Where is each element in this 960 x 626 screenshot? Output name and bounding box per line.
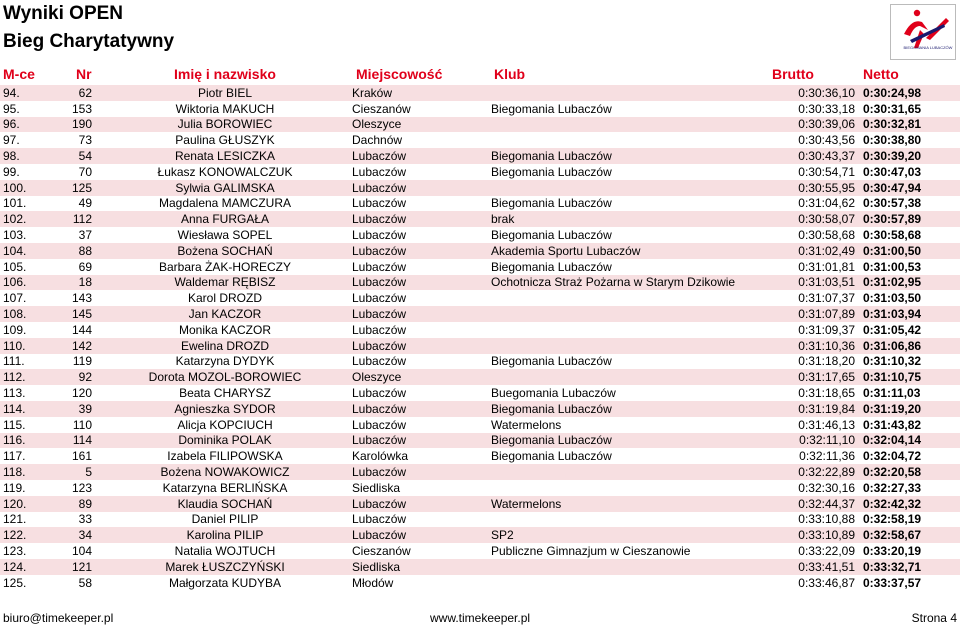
biegomania-logo xyxy=(890,4,956,60)
place-cell: 110. xyxy=(0,338,55,354)
table-row xyxy=(0,196,960,212)
athlete-name-cell: Waldemar RĘBISZ xyxy=(98,275,352,291)
title-bieg-charytatywny: Bieg Charytatywny xyxy=(3,31,175,52)
net-time-cell: 0:31:11,03 xyxy=(863,386,921,401)
place-cell: 116. xyxy=(0,433,55,449)
bib-number-cell: 120 xyxy=(71,386,92,401)
bib-number-cell: 104 xyxy=(71,544,92,558)
gross-time-cell: 0:32:44,37 xyxy=(765,496,861,512)
logo-text: BIEGOMANIA LUBACZÓW xyxy=(903,45,953,50)
place-cell: 106. xyxy=(0,275,55,291)
title-wyniki-open: Wyniki OPEN xyxy=(3,3,124,24)
club-cell xyxy=(491,512,765,528)
col-header-netto: Netto xyxy=(863,66,899,82)
table-row xyxy=(0,338,960,354)
club-cell: Biegomania Lubaczów xyxy=(491,148,765,164)
place-cell: 124. xyxy=(0,559,55,575)
athlete-name-cell: Daniel PILIP xyxy=(191,512,259,527)
gross-time-cell: 0:30:33,18 xyxy=(798,101,855,116)
net-time-cell: 0:30:32,81 xyxy=(861,117,960,133)
club-cell: Biegomania Lubaczów xyxy=(491,228,612,243)
table-row xyxy=(0,559,960,575)
net-time-cell: 0:31:19,20 xyxy=(861,401,960,417)
bib-number-cell: 92 xyxy=(55,369,98,385)
athlete-name-cell: Dorota MOZOL-BOROWIEC xyxy=(98,369,352,385)
bib-number-cell: 58 xyxy=(78,575,92,590)
city-cell: Lubaczów xyxy=(352,527,491,543)
place-cell: 121. xyxy=(3,512,27,527)
table-row xyxy=(0,448,960,464)
club-cell: brak xyxy=(491,211,765,227)
column-header-row xyxy=(0,66,960,84)
club-cell xyxy=(491,322,765,338)
footer-email[interactable]: biuro@timekeeper.pl xyxy=(3,611,114,625)
place-cell: 115. xyxy=(3,417,26,432)
col-header-club: Klub xyxy=(494,66,526,82)
gross-time-cell: 0:31:17,65 xyxy=(765,369,861,385)
bib-number-cell: 54 xyxy=(55,148,98,164)
col-header-brutto: Brutto xyxy=(772,66,814,82)
bib-number-cell: 5 xyxy=(55,464,98,480)
athlete-name-cell: Julia BOROWIEC xyxy=(98,117,352,133)
club-cell: Akademia Sportu Lubaczów xyxy=(491,243,765,259)
city-cell: Oleszyce xyxy=(352,369,491,385)
table-row xyxy=(0,464,960,480)
city-cell: Lubaczów xyxy=(352,211,491,227)
net-time-cell: 0:31:06,86 xyxy=(861,338,960,354)
city-cell: Cieszanów xyxy=(352,544,411,558)
club-cell: Buegomania Lubaczów xyxy=(491,386,616,401)
place-cell: 98. xyxy=(0,148,55,164)
table-row xyxy=(0,164,960,180)
gross-time-cell: 0:32:22,89 xyxy=(765,464,861,480)
city-cell: Lubaczów xyxy=(352,496,491,512)
bib-number-cell: 70 xyxy=(78,164,92,179)
bib-number-cell: 34 xyxy=(55,527,98,543)
city-cell: Kraków xyxy=(352,85,491,101)
city-cell: Lubaczów xyxy=(352,228,407,243)
net-time-cell: 0:32:04,72 xyxy=(863,449,922,464)
bib-number-cell: 119 xyxy=(72,354,92,369)
results-table xyxy=(0,85,960,591)
bib-number-cell: 121 xyxy=(55,559,98,575)
athlete-name-cell: Paulina GŁUSZYK xyxy=(175,133,275,148)
table-row xyxy=(0,132,960,148)
net-time-cell: 0:33:32,71 xyxy=(861,559,960,575)
place-cell: 118. xyxy=(0,464,55,480)
bib-number-cell: 18 xyxy=(55,275,98,291)
athlete-name-cell: Karol DROZD xyxy=(187,291,262,306)
place-cell: 96. xyxy=(0,117,55,133)
city-cell: Oleszyce xyxy=(352,117,491,133)
city-cell: Siedliska xyxy=(352,480,401,495)
place-cell: 104. xyxy=(0,243,55,259)
col-header-nr: Nr xyxy=(76,66,92,82)
club-cell: Biegomania Lubaczów xyxy=(491,354,612,369)
city-cell: Lubaczów xyxy=(352,417,407,432)
club-cell: Biegomania Lubaczów xyxy=(491,449,612,464)
table-row xyxy=(0,259,960,275)
athlete-name-cell: Wiesława SOPEL xyxy=(177,228,273,243)
city-cell: Lubaczów xyxy=(352,338,491,354)
place-cell: 114. xyxy=(0,401,55,417)
table-row xyxy=(0,575,960,591)
bib-number-cell: 112 xyxy=(55,211,98,227)
net-time-cell: 0:30:58,68 xyxy=(863,228,922,243)
net-time-cell: 0:32:04,14 xyxy=(861,433,960,449)
table-row xyxy=(0,290,960,306)
place-cell: 111. xyxy=(3,354,25,369)
gross-time-cell: 0:31:46,13 xyxy=(798,417,855,432)
athlete-name-cell: Klaudia SOCHAŃ xyxy=(98,496,352,512)
net-time-cell: 0:31:03,50 xyxy=(863,291,922,306)
place-cell: 100. xyxy=(0,180,55,196)
city-cell: Lubaczów xyxy=(352,148,491,164)
gross-time-cell: 0:31:18,20 xyxy=(798,354,855,369)
club-cell: Publiczne Gimnazjum w Cieszanowie xyxy=(491,544,691,558)
club-cell: Ochotnicza Straż Pożarna w Starym Dzikowie xyxy=(491,275,765,291)
bib-number-cell: 142 xyxy=(55,338,98,354)
bib-number-cell: 110 xyxy=(72,417,92,432)
col-header-mce: M-ce xyxy=(3,66,35,82)
place-cell: 94. xyxy=(0,85,55,101)
bib-number-cell: 33 xyxy=(78,512,92,527)
club-cell: Biegomania Lubaczów xyxy=(491,401,765,417)
place-cell: 112. xyxy=(0,369,55,385)
place-cell: 119. xyxy=(3,480,26,495)
place-cell: 102. xyxy=(0,211,55,227)
city-cell: Lubaczów xyxy=(352,322,407,337)
place-cell: 107. xyxy=(3,291,27,306)
bib-number-cell: 143 xyxy=(71,291,92,306)
city-cell: Lubaczów xyxy=(352,401,491,417)
place-cell: 125. xyxy=(3,575,27,590)
athlete-name-cell: Izabela FILIPOWSKA xyxy=(167,449,283,464)
place-cell: 117. xyxy=(3,449,26,464)
gross-time-cell: 0:32:30,16 xyxy=(798,480,855,495)
club-cell xyxy=(491,306,765,322)
athlete-name-cell: Bożena NOWAKOWICZ xyxy=(98,464,352,480)
gross-time-cell: 0:31:02,49 xyxy=(765,243,861,259)
net-time-cell: 0:30:24,98 xyxy=(861,85,960,101)
place-cell: 105. xyxy=(3,259,27,274)
net-time-cell: 0:30:57,38 xyxy=(863,196,922,211)
city-cell: Lubaczów xyxy=(352,464,491,480)
table-row xyxy=(0,354,960,370)
net-time-cell: 0:30:39,20 xyxy=(861,148,960,164)
bib-number-cell: 145 xyxy=(55,306,98,322)
net-time-cell: 0:33:37,57 xyxy=(863,575,922,590)
net-time-cell: 0:30:31,65 xyxy=(863,101,922,116)
athlete-name-cell: Jan KACZOR xyxy=(98,306,352,322)
table-row xyxy=(0,243,960,259)
athlete-name-cell: Renata LESICZKA xyxy=(98,148,352,164)
gross-time-cell: 0:31:01,81 xyxy=(798,259,855,274)
place-cell: 97. xyxy=(3,133,20,148)
club-cell: Biegomania Lubaczów xyxy=(491,433,765,449)
gross-time-cell: 0:31:04,62 xyxy=(798,196,855,211)
net-time-cell: 0:31:03,94 xyxy=(861,306,960,322)
footer-website[interactable]: www.timekeeper.pl xyxy=(430,611,531,625)
gross-time-cell: 0:32:11,36 xyxy=(799,449,855,464)
table-row xyxy=(0,85,960,101)
gross-time-cell: 0:33:10,88 xyxy=(798,512,855,527)
place-cell: 122. xyxy=(0,527,55,543)
gross-time-cell: 0:31:19,84 xyxy=(765,401,861,417)
net-time-cell: 0:30:47,03 xyxy=(863,164,922,179)
athlete-name-cell: Natalia WOJTUCH xyxy=(174,544,276,558)
bib-number-cell: 39 xyxy=(55,401,98,417)
net-time-cell: 0:32:58,19 xyxy=(863,512,922,527)
table-row xyxy=(0,322,960,338)
table-row xyxy=(0,527,960,543)
table-row xyxy=(0,117,960,133)
athlete-name-cell: Beata CHARYSZ xyxy=(179,386,271,401)
net-time-cell: 0:30:38,80 xyxy=(863,133,922,148)
net-time-cell: 0:31:00,50 xyxy=(861,243,960,259)
club-cell xyxy=(491,180,765,196)
gross-time-cell: 0:30:36,10 xyxy=(765,85,861,101)
gross-time-cell: 0:30:43,37 xyxy=(765,148,861,164)
club-cell xyxy=(491,575,765,591)
gross-time-cell: 0:33:41,51 xyxy=(765,559,861,575)
city-cell: Lubaczów xyxy=(352,196,407,211)
bib-number-cell: 88 xyxy=(55,243,98,259)
bib-number-cell: 73 xyxy=(78,133,92,148)
club-cell xyxy=(491,338,765,354)
club-cell: SP2 xyxy=(491,527,765,543)
club-cell xyxy=(491,290,765,306)
athlete-name-cell: Piotr BIEL xyxy=(98,85,352,101)
gross-time-cell: 0:30:58,68 xyxy=(798,228,855,243)
bib-number-cell: 144 xyxy=(71,322,92,337)
athlete-name-cell: Dominika POLAK xyxy=(98,433,352,449)
col-header-name: Imię i nazwisko xyxy=(174,66,276,82)
city-cell: Lubaczów xyxy=(352,243,491,259)
gross-time-cell: 0:31:09,37 xyxy=(798,322,855,337)
athlete-name-cell: Wiktoria MAKUCH xyxy=(175,101,275,116)
club-cell xyxy=(491,117,765,133)
gross-time-cell: 0:30:39,06 xyxy=(765,117,861,133)
table-row xyxy=(0,512,960,528)
athlete-name-cell: Bożena SOCHAŃ xyxy=(98,243,352,259)
city-cell: Lubaczów xyxy=(352,386,407,401)
bib-number-cell: 123 xyxy=(71,480,92,495)
club-cell xyxy=(491,480,765,496)
bib-number-cell: 49 xyxy=(78,196,92,211)
club-cell xyxy=(491,132,765,148)
athlete-name-cell: Monika KACZOR xyxy=(178,322,272,337)
city-cell: Lubaczów xyxy=(352,164,407,179)
net-time-cell: 0:32:42,32 xyxy=(861,496,960,512)
net-time-cell: 0:32:58,67 xyxy=(861,527,960,543)
table-row xyxy=(0,180,960,196)
place-cell: 101. xyxy=(3,196,27,211)
athlete-name-cell: Alicja KOPCIUCH xyxy=(177,417,273,432)
net-time-cell: 0:32:27,33 xyxy=(863,480,922,495)
bib-number-cell: 69 xyxy=(78,259,92,274)
club-cell xyxy=(491,464,765,480)
table-row xyxy=(0,480,960,496)
table-row xyxy=(0,543,960,559)
col-header-city: Miejscowość xyxy=(356,66,443,82)
gross-time-cell: 0:31:03,51 xyxy=(765,275,861,291)
athlete-name-cell: Ewelina DROZD xyxy=(98,338,352,354)
table-row xyxy=(0,385,960,401)
bib-number-cell: 161 xyxy=(71,449,92,464)
table-row xyxy=(0,433,960,449)
place-cell: 109. xyxy=(3,322,27,337)
city-cell: Lubaczów xyxy=(352,180,491,196)
place-cell: 103. xyxy=(3,228,27,243)
athlete-name-cell: Małgorzata KUDYBA xyxy=(168,575,282,590)
athlete-name-cell: Marek ŁUSZCZYŃSKI xyxy=(98,559,352,575)
city-cell: Lubaczów xyxy=(352,354,407,369)
bib-number-cell: 62 xyxy=(55,85,98,101)
bib-number-cell: 153 xyxy=(71,101,92,116)
athlete-name-cell: Karolina PILIP xyxy=(98,527,352,543)
net-time-cell: 0:31:10,32 xyxy=(863,354,922,369)
net-time-cell: 0:31:43,82 xyxy=(863,417,922,432)
city-cell: Lubaczów xyxy=(352,259,407,274)
table-row xyxy=(0,211,960,227)
net-time-cell: 0:33:20,19 xyxy=(863,544,922,558)
bib-number-cell: 125 xyxy=(55,180,98,196)
club-cell: Watermelons xyxy=(491,417,562,432)
table-row xyxy=(0,275,960,291)
net-time-cell: 0:31:00,53 xyxy=(863,259,922,274)
table-row xyxy=(0,401,960,417)
table-row xyxy=(0,148,960,164)
bib-number-cell: 190 xyxy=(55,117,98,133)
gross-time-cell: 0:31:07,37 xyxy=(798,291,855,306)
gross-time-cell: 0:30:55,95 xyxy=(765,180,861,196)
bib-number-cell: 37 xyxy=(78,228,92,243)
athlete-name-cell: Barbara ŻAK-HORECZY xyxy=(158,259,292,274)
city-cell: Młodów xyxy=(352,575,394,590)
bib-number-cell: 89 xyxy=(55,496,98,512)
city-cell: Lubaczów xyxy=(352,512,407,527)
club-cell xyxy=(491,559,765,575)
city-cell: Siedliska xyxy=(352,559,491,575)
club-cell: Watermelons xyxy=(491,496,765,512)
city-cell: Lubaczów xyxy=(352,291,407,306)
gross-time-cell: 0:31:18,65 xyxy=(798,386,855,401)
footer-page-number: Strona 4 xyxy=(911,611,957,625)
athlete-name-cell: Agnieszka SYDOR xyxy=(98,401,352,417)
place-cell: 99. xyxy=(3,164,20,179)
gross-time-cell: 0:32:11,10 xyxy=(765,433,861,449)
net-time-cell: 0:30:57,89 xyxy=(861,211,960,227)
city-cell: Lubaczów xyxy=(352,433,491,449)
net-time-cell: 0:31:10,75 xyxy=(861,369,960,385)
bib-number-cell: 114 xyxy=(55,433,98,449)
gross-time-cell: 0:31:07,89 xyxy=(765,306,861,322)
athlete-name-cell: Łukasz KONOWALCZUK xyxy=(157,164,293,179)
gross-time-cell: 0:31:10,36 xyxy=(765,338,861,354)
city-cell: Lubaczów xyxy=(352,275,491,291)
table-row xyxy=(0,306,960,322)
club-cell xyxy=(491,85,765,101)
net-time-cell: 0:32:20,58 xyxy=(861,464,960,480)
net-time-cell: 0:31:02,95 xyxy=(861,275,960,291)
gross-time-cell: 0:33:22,09 xyxy=(798,544,855,558)
club-cell: Biegomania Lubaczów xyxy=(491,259,612,274)
city-cell: Lubaczów xyxy=(352,306,491,322)
athlete-name-cell: Katarzyna BERLIŃSKA xyxy=(162,480,288,495)
place-cell: 113. xyxy=(3,386,26,401)
table-row xyxy=(0,227,960,243)
place-cell: 95. xyxy=(3,101,20,116)
place-cell: 108. xyxy=(0,306,55,322)
gross-time-cell: 0:30:58,07 xyxy=(765,211,861,227)
club-cell: Biegomania Lubaczów xyxy=(491,164,612,179)
athlete-name-cell: Magdalena MAMCZURA xyxy=(158,196,292,211)
gross-time-cell: 0:33:10,89 xyxy=(765,527,861,543)
net-time-cell: 0:31:05,42 xyxy=(863,322,922,337)
table-row xyxy=(0,417,960,433)
gross-time-cell: 0:30:54,71 xyxy=(798,164,855,179)
gross-time-cell: 0:33:46,87 xyxy=(798,575,855,590)
table-row xyxy=(0,369,960,385)
place-cell: 120. xyxy=(0,496,55,512)
club-cell: Biegomania Lubaczów xyxy=(491,196,612,211)
athlete-name-cell: Katarzyna DYDYK xyxy=(175,354,275,369)
results-body xyxy=(0,85,960,591)
club-cell xyxy=(491,369,765,385)
gross-time-cell: 0:30:43,56 xyxy=(798,133,855,148)
athlete-name-cell: Anna FURGAŁA xyxy=(98,211,352,227)
table-row xyxy=(0,101,960,117)
city-cell: Cieszanów xyxy=(352,101,411,116)
table-row xyxy=(0,496,960,512)
athlete-name-cell: Sylwia GALIMSKA xyxy=(98,180,352,196)
club-cell: Biegomania Lubaczów xyxy=(491,101,612,116)
city-cell: Dachnów xyxy=(352,133,403,148)
net-time-cell: 0:30:47,94 xyxy=(861,180,960,196)
place-cell: 123. xyxy=(3,544,27,558)
city-cell: Karolówka xyxy=(352,449,409,464)
